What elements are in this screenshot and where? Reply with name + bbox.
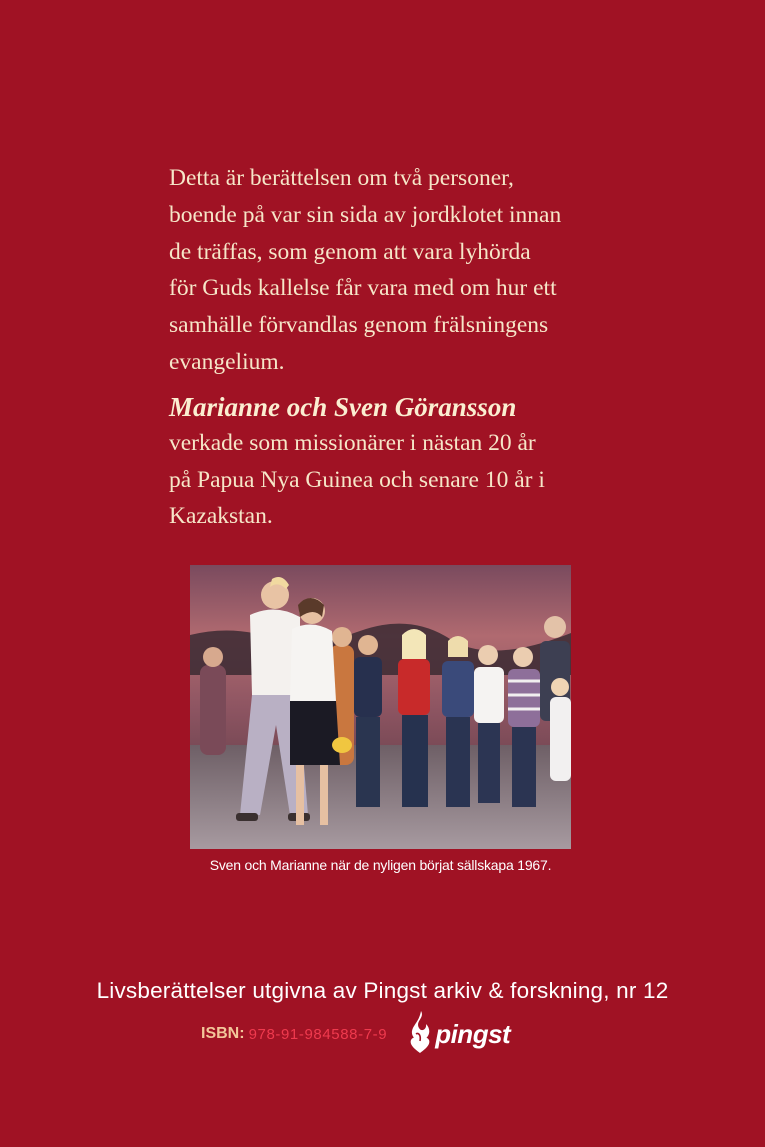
couple-photo — [190, 565, 571, 849]
intro-line: för Guds kallelse får vara med om hur ett — [169, 275, 557, 302]
author-name: Marianne och Sven Göransson — [169, 391, 517, 422]
isbn-label: ISBN: — [201, 1025, 245, 1042]
intro-line: de träffas, som genom att vara lyhörda — [169, 238, 531, 265]
pingst-logo — [407, 1010, 510, 1058]
intro-line: samhälle förvandlas genom frälsningens — [169, 312, 549, 339]
isbn-row — [201, 1010, 510, 1058]
logo-text: pingst — [435, 1018, 511, 1049]
photo-caption: Sven och Marianne när de nyligen börjat sällskapa 1967. — [209, 857, 552, 873]
intro-paragraph — [169, 160, 629, 381]
intro-line: evangelium. — [169, 348, 285, 375]
bio-paragraph — [169, 425, 629, 535]
back-cover-blurb — [169, 160, 629, 535]
intro-line: Detta är berättelsen om två personer, — [169, 165, 514, 191]
bio-line: på Papua Nya Guinea och senare 10 år i — [169, 466, 545, 493]
intro-line: boende på var sin sida av jordklotet innan — [169, 201, 562, 228]
bio-line: verkade som missionärer i nästan 20 år — [169, 429, 536, 456]
isbn-number: 978-91-984588-7-9 — [248, 1025, 388, 1043]
bio-line: Kazakstan. — [169, 503, 273, 530]
flame-heart-icon — [407, 1010, 433, 1058]
series-line: Livsberättelser utgivna av Pingst arkiv & forskning, nr 12 — [96, 978, 669, 1003]
